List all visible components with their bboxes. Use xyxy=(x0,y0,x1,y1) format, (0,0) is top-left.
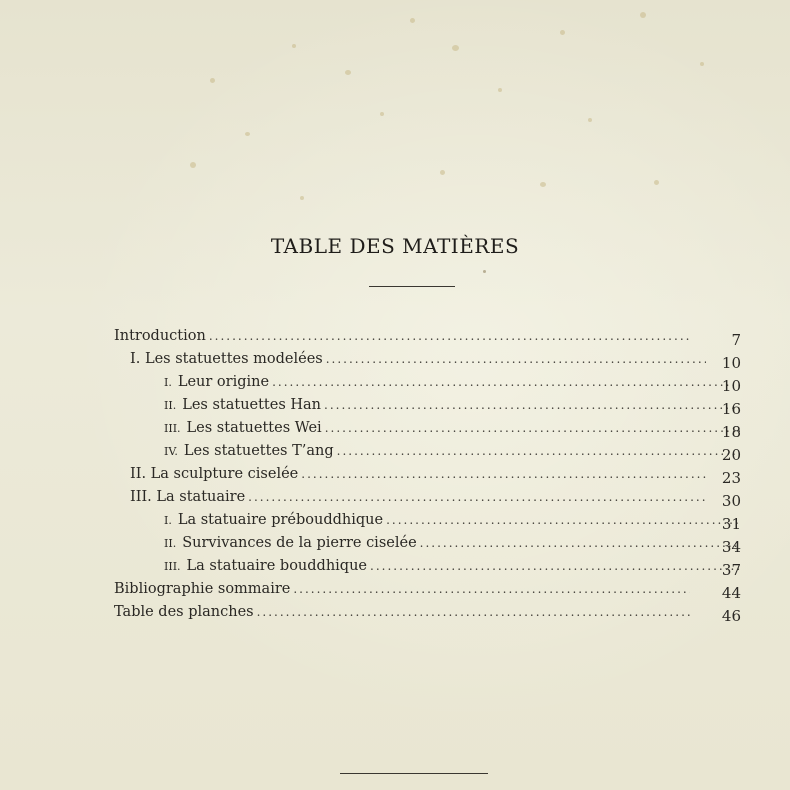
toc-entry-page: 46 xyxy=(721,607,741,625)
table-of-contents xyxy=(114,325,742,624)
paper-speck xyxy=(540,182,546,187)
toc-entry xyxy=(114,555,742,578)
toc-entry xyxy=(114,440,742,463)
toc-entry-text xyxy=(114,578,690,601)
toc-entry-page: 20 xyxy=(721,446,741,464)
paper-speck xyxy=(588,118,592,122)
bottom-rule xyxy=(340,773,488,774)
toc-entry-label xyxy=(164,394,324,417)
toc-entry-text xyxy=(114,394,740,417)
toc-entry-text xyxy=(114,325,690,348)
toc-entry xyxy=(114,325,742,348)
toc-entry-page: 31 xyxy=(721,515,741,533)
toc-entry-page: 10 xyxy=(721,354,741,372)
toc-entry-title: II. La sculpture ciselée xyxy=(130,466,299,482)
toc-entry xyxy=(114,532,742,555)
toc-entry-page: 7 xyxy=(731,331,741,349)
toc-entry-number: III. xyxy=(164,422,181,435)
toc-entry-label xyxy=(164,371,272,394)
toc-entry xyxy=(114,509,742,532)
toc-dot-leader xyxy=(301,463,706,486)
toc-entry xyxy=(114,601,742,624)
toc-entry-label xyxy=(164,555,370,578)
toc-entry-title: Bibliographie sommaire xyxy=(114,581,291,597)
paper-speck xyxy=(245,132,250,136)
paper-speck xyxy=(190,162,196,168)
paper-speck xyxy=(452,45,459,51)
toc-entry-title: La statuaire prébouddhique xyxy=(177,512,384,528)
toc-dot-leader xyxy=(370,555,740,578)
toc-entry-label xyxy=(164,532,420,555)
paper-speck xyxy=(560,30,565,35)
toc-entry-number: III. xyxy=(164,560,181,573)
toc-entry-title: La statuaire bouddhique xyxy=(186,558,368,574)
toc-dot-leader xyxy=(386,509,740,532)
paper-speck xyxy=(498,88,502,92)
paper-speck xyxy=(640,12,646,18)
title-rule xyxy=(369,286,455,287)
toc-dot-leader xyxy=(257,601,690,624)
paper-speck xyxy=(410,18,415,23)
toc-entry-title: Les statuettes Han xyxy=(182,397,322,413)
toc-entry xyxy=(114,463,742,486)
toc-entry-page: 23 xyxy=(721,469,741,487)
toc-entry-page: 10 xyxy=(721,377,741,395)
toc-entry-title: Les statuettes T’ang xyxy=(183,443,334,459)
toc-entry-title: Les statuettes Wei xyxy=(186,420,322,436)
toc-entry-text xyxy=(114,486,706,509)
toc-entry xyxy=(114,486,742,509)
toc-entry-label xyxy=(130,348,326,371)
paper-speck xyxy=(300,196,304,200)
toc-entry-label xyxy=(114,325,209,348)
toc-dot-leader xyxy=(420,532,740,555)
toc-entry-label xyxy=(130,486,248,509)
toc-dot-leader xyxy=(326,348,706,371)
paper-speck xyxy=(440,170,445,175)
toc-entry xyxy=(114,578,742,601)
toc-entry-page: 44 xyxy=(721,584,741,602)
toc-entry-page: 37 xyxy=(721,561,741,579)
toc-entry-text xyxy=(114,348,706,371)
toc-entry-text xyxy=(114,509,740,532)
toc-dot-leader xyxy=(248,486,706,509)
toc-dot-leader xyxy=(337,440,740,463)
paper-speck xyxy=(292,44,296,48)
toc-entry-title: III. La statuaire xyxy=(130,489,246,505)
paper-speck xyxy=(380,112,384,116)
toc-dot-leader xyxy=(325,417,740,440)
toc-entry-text xyxy=(114,532,740,555)
toc-entry-text xyxy=(114,601,690,624)
toc-dot-leader xyxy=(272,371,740,394)
toc-entry-number: IV. xyxy=(164,445,178,458)
toc-dot-leader xyxy=(209,325,690,348)
toc-entry-page: 16 xyxy=(721,400,741,418)
toc-entry-label xyxy=(164,440,337,463)
paper-speck xyxy=(345,70,351,75)
toc-entry-text xyxy=(114,371,740,394)
toc-entry-label xyxy=(164,509,386,532)
toc-entry xyxy=(114,371,742,394)
toc-dot-leader xyxy=(293,578,690,601)
toc-entry-title: Leur origine xyxy=(177,374,270,390)
toc-entry-number: II. xyxy=(164,399,177,412)
toc-entry xyxy=(114,348,742,371)
page-title: TABLE DES MATIÈRES xyxy=(270,234,520,258)
toc-entry-title: Survivances de la pierre ciselée xyxy=(182,535,417,551)
toc-entry-title: Introduction xyxy=(114,328,206,344)
toc-entry-text xyxy=(114,417,740,440)
toc-entry-page: 34 xyxy=(721,538,741,556)
toc-entry-label xyxy=(114,601,257,624)
toc-dot-leader xyxy=(324,394,740,417)
toc-entry-label xyxy=(114,578,293,601)
paper-speck xyxy=(210,78,215,83)
toc-entry xyxy=(114,417,742,440)
toc-entry-page: 18 xyxy=(721,423,741,441)
paper-speck xyxy=(654,180,659,185)
toc-entry xyxy=(114,394,742,417)
toc-entry-title: Table des planches xyxy=(114,604,254,620)
toc-entry-page: 30 xyxy=(721,492,741,510)
paper-speck xyxy=(483,270,486,273)
toc-entry-label xyxy=(130,463,301,486)
toc-entry-label xyxy=(164,417,325,440)
toc-entry-number: I. xyxy=(164,514,172,527)
toc-entry-text xyxy=(114,555,740,578)
toc-entry-number: II. xyxy=(164,537,177,550)
toc-entry-number: I. xyxy=(164,376,172,389)
toc-entry-title: I. Les statuettes modelées xyxy=(130,351,323,367)
toc-entry-text xyxy=(114,463,706,486)
toc-entry-text xyxy=(114,440,740,463)
paper-speck xyxy=(700,62,704,66)
